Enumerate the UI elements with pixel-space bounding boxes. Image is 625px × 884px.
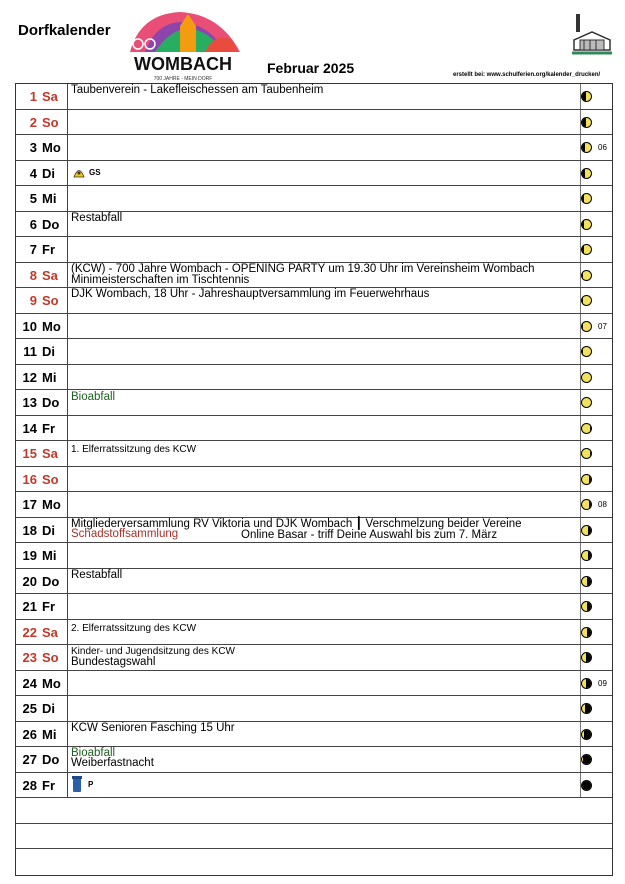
column-divider — [67, 620, 68, 645]
column-divider — [67, 467, 68, 492]
day-number: 6 — [29, 216, 37, 232]
moon-phase-icon — [581, 321, 592, 332]
moon-phase-icon — [581, 270, 592, 281]
column-divider — [67, 186, 68, 211]
day-name: Sa — [42, 624, 58, 640]
day-number: 12 — [22, 369, 37, 385]
month-label: Februar 2025 — [267, 60, 355, 76]
event-text: Schadstoffsammlung — [71, 527, 179, 540]
empty-row — [16, 824, 612, 850]
calendar-row — [16, 161, 612, 187]
moon-phase-icon — [581, 550, 592, 561]
day-number: 11 — [23, 344, 37, 359]
calendar-row — [16, 620, 612, 646]
day-number: 19 — [22, 548, 37, 563]
calendar-row — [16, 696, 612, 722]
column-divider — [67, 518, 68, 543]
column-divider — [67, 416, 68, 441]
moon-phase-icon — [581, 474, 592, 485]
day-name: Mi — [42, 548, 57, 563]
moon-phase-icon — [581, 244, 592, 255]
column-divider — [67, 390, 68, 415]
day-name: Do — [42, 216, 60, 232]
event-text: Kinder- und Jugendsitzung des KCW — [71, 646, 235, 657]
empty-row — [16, 798, 612, 824]
column-divider — [67, 339, 68, 364]
credit-link[interactable]: erstellt bei: www.schulferien.org/kalender_drucken/ — [453, 72, 601, 78]
day-number: 23 — [22, 650, 37, 665]
day-name: Di — [42, 701, 55, 716]
column-divider — [67, 288, 68, 313]
column-divider — [67, 110, 68, 135]
moon-phase-icon — [581, 652, 592, 663]
event-text: Bioabfall — [71, 747, 116, 759]
column-divider — [67, 696, 68, 721]
day-number: 21 — [22, 599, 37, 614]
event-text: 2. Elferratssitzung des KCW — [71, 622, 197, 634]
event-text: Taubenverein - Lakefleischessen am Taubenheim — [71, 84, 324, 96]
day-name: Sa — [42, 267, 58, 283]
column-divider — [67, 212, 68, 237]
calendar-row — [16, 390, 612, 416]
moon-phase-icon — [581, 372, 592, 383]
day-name: Mo — [42, 140, 61, 155]
moon-phase-icon — [581, 499, 592, 510]
calendar-row — [16, 594, 612, 620]
week-number: 09 — [598, 678, 607, 688]
moon-phase-icon — [581, 346, 592, 357]
day-name: Fr — [42, 420, 55, 436]
moon-phase-icon — [581, 627, 592, 638]
day-number: 26 — [22, 726, 37, 742]
day-number: 1 — [29, 89, 37, 104]
day-number: 9 — [29, 293, 37, 308]
column-divider — [67, 441, 68, 466]
recycling-bag-icon — [72, 165, 86, 179]
week-number: 07 — [598, 321, 607, 331]
day-name: Fr — [42, 242, 55, 257]
day-name: Sa — [42, 446, 58, 461]
moon-phase-icon — [581, 397, 592, 408]
day-name: Mo — [42, 675, 61, 691]
moon-phase-icon — [581, 576, 592, 587]
moon-phase-icon — [581, 423, 592, 434]
day-number: 8 — [29, 267, 37, 283]
calendar-row — [16, 441, 612, 467]
moon-phase-icon — [581, 219, 592, 230]
calendar-table — [15, 83, 613, 876]
event-text: Bundestagswahl — [71, 656, 156, 668]
event-text: KCW Senioren Fasching 15 Uhr — [71, 721, 235, 734]
day-number: 7 — [29, 242, 37, 257]
calendar-row — [16, 365, 612, 391]
day-name: Mi — [42, 726, 57, 742]
day-number: 22 — [22, 624, 37, 640]
week-number: 06 — [598, 143, 607, 152]
logo-text: WOMBACH — [134, 54, 232, 74]
moon-phase-icon — [581, 729, 592, 740]
moon-phase-icon — [581, 703, 592, 714]
event-text: DJK Wombach, 18 Uhr - Jahreshauptversammlung im Feuerwehrhaus — [71, 288, 430, 300]
church-icon — [570, 12, 614, 56]
event-text: (KCW) - 700 Jahre Wombach - OPENING PARTY um 19.30 Uhr im Vereinsheim Wombach — [71, 262, 535, 275]
calendar-row — [16, 773, 612, 799]
day-name: Fr — [42, 599, 55, 614]
day-number: 4 — [29, 165, 37, 181]
day-number: 20 — [22, 573, 37, 589]
column-divider — [67, 237, 68, 262]
calendar-row — [16, 110, 612, 136]
day-name: Di — [42, 344, 55, 359]
column-divider — [67, 722, 68, 747]
column-divider — [67, 543, 68, 568]
calendar-row — [16, 135, 612, 161]
day-number: 13 — [22, 395, 37, 410]
day-name: Fr — [42, 777, 55, 793]
day-name: So — [42, 293, 59, 308]
calendar-row — [16, 467, 612, 493]
column-divider — [67, 161, 68, 186]
day-name: Mi — [42, 369, 57, 385]
column-divider — [67, 594, 68, 619]
column-divider — [67, 747, 68, 772]
calendar-row — [16, 288, 612, 314]
icon-label: GS — [89, 167, 101, 177]
column-divider — [67, 671, 68, 696]
calendar-row — [16, 416, 612, 442]
moon-phase-icon — [581, 117, 592, 128]
calendar-title: Dorfkalender — [18, 22, 111, 39]
day-name: Do — [42, 395, 60, 410]
empty-row — [16, 849, 612, 875]
day-number: 5 — [29, 191, 37, 206]
wombach-logo — [120, 4, 246, 84]
calendar-row — [16, 569, 612, 595]
event-text: Mitgliederversammlung RV Viktoria und DJK Wombach ┃ Verschmelzung beider Vereine — [71, 517, 522, 530]
event-text: Weiberfastnacht — [71, 757, 154, 769]
event-text: Online Basar - triff Deine Auswahl bis zum 7. März — [241, 528, 498, 541]
column-divider — [67, 314, 68, 339]
day-name: Di — [42, 522, 55, 538]
day-name: Di — [42, 165, 55, 181]
day-name: So — [42, 650, 59, 665]
calendar-row — [16, 263, 612, 289]
calendar-row — [16, 671, 612, 697]
day-name: So — [42, 471, 59, 487]
day-number: 10 — [22, 318, 37, 334]
event-text: 1. Elferratssitzung des KCW — [71, 444, 197, 455]
moon-phase-icon — [581, 678, 592, 689]
day-name: Do — [42, 752, 60, 767]
icon-label: P — [88, 779, 94, 789]
day-number: 3 — [29, 140, 37, 155]
calendar-row — [16, 543, 612, 569]
column-divider — [67, 773, 68, 798]
day-number: 27 — [22, 752, 37, 767]
day-number: 17 — [22, 497, 37, 512]
day-number: 25 — [22, 701, 37, 716]
day-name: Mo — [42, 318, 61, 334]
day-number: 16 — [22, 471, 37, 487]
calendar-row — [16, 492, 612, 518]
moon-phase-icon — [581, 780, 592, 791]
calendar-row — [16, 747, 612, 773]
event-text: Bioabfall — [71, 391, 116, 403]
calendar-row — [16, 314, 612, 340]
calendar-row — [16, 722, 612, 748]
event-text: Minimeisterschaften im Tischtennis — [71, 273, 250, 286]
calendar-row — [16, 518, 612, 544]
day-name: Mo — [42, 497, 61, 512]
calendar-row — [16, 84, 612, 110]
event-text: Restabfall — [71, 568, 123, 581]
column-divider — [67, 365, 68, 390]
moon-phase-icon — [581, 295, 592, 306]
column-divider — [67, 569, 68, 594]
moon-phase-icon — [581, 142, 592, 153]
calendar-row — [16, 186, 612, 212]
moon-phase-icon — [581, 448, 592, 459]
paper-bin-icon — [72, 776, 82, 792]
moon-phase-icon — [581, 525, 592, 536]
calendar-row — [16, 339, 612, 365]
day-number: 2 — [29, 114, 37, 130]
column-divider — [67, 135, 68, 160]
calendar-row — [16, 212, 612, 238]
event-text: Restabfall — [71, 211, 123, 224]
moon-phase-icon — [581, 168, 592, 179]
day-number: 18 — [22, 522, 37, 538]
day-name: Do — [42, 573, 60, 589]
logo-subtext: 700 JAHRE - MEIN DORF — [153, 76, 213, 82]
column-divider — [67, 263, 68, 288]
moon-phase-icon — [581, 754, 592, 765]
calendar-row — [16, 237, 612, 263]
day-number: 15 — [22, 446, 37, 461]
day-number: 28 — [22, 777, 37, 793]
day-number: 24 — [22, 675, 37, 691]
column-divider — [67, 84, 68, 109]
column-divider — [67, 645, 68, 670]
week-number: 08 — [598, 500, 607, 509]
day-name: So — [42, 114, 59, 130]
calendar-row — [16, 645, 612, 671]
day-name: Mi — [42, 191, 57, 206]
moon-phase-icon — [581, 91, 592, 102]
column-divider — [67, 492, 68, 517]
moon-phase-icon — [581, 193, 592, 204]
day-number: 14 — [22, 420, 37, 436]
day-name: Sa — [42, 89, 58, 104]
moon-phase-icon — [581, 601, 592, 612]
